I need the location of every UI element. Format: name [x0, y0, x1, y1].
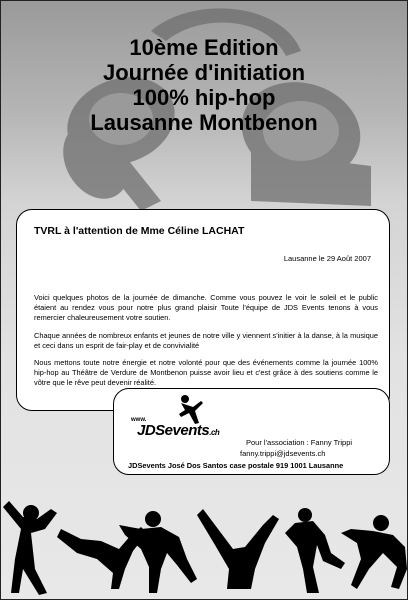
- logo-wordmark: [137, 422, 219, 439]
- title-line-edition: 10ème Edition: [129, 35, 279, 60]
- letter-date: Lausanne le 29 Août 2007: [283, 254, 371, 263]
- dancer-silhouette-1: [3, 501, 57, 595]
- dancer-silhouette-5: [285, 508, 345, 593]
- letter-recipient: TVRL à l'attention de Mme Céline LACHAT: [34, 225, 245, 237]
- title-line-initiation: Journée d'initiation: [102, 60, 306, 85]
- logo-name: JDSevents: [137, 422, 210, 439]
- logo-tld: .ch: [209, 428, 220, 437]
- association-contact: Pour l'association : Fanny Trippi: [246, 438, 353, 447]
- letter-paragraph: Nous mettons toute notre énergie et notre volonté pour que des événements comme la journée 100% hip-hop au Théâtre de Verdure de Montbenon puisse avoir lieu et c'est grâce à des soutiens comme le vôtre que le rêve peut devenir réalité.: [34, 358, 378, 388]
- letter-card: [16, 209, 390, 411]
- signature-card: [113, 388, 390, 475]
- event-title: [1, 35, 407, 135]
- jdsevents-logo: [131, 393, 221, 445]
- title-line-hiphop: 100% hip-hop: [132, 85, 276, 110]
- title-line-location: Lausanne Montbenon: [90, 110, 318, 135]
- dancer-silhouette-6: [341, 515, 407, 589]
- breakdancer-silhouettes: [1, 489, 407, 599]
- contact-email: fanny.trippi@jdsevents.ch: [240, 449, 326, 458]
- postal-address: JDSevents José Dos Santos case postale 919 1001 Lausanne: [128, 461, 344, 470]
- letter-paragraph: Voici quelques photos de la journée de dimanche. Comme vous pouvez le voir le soleil et le public étaient au rendez vous pour notre plus grand plaisir Toute l'équipe de JDS Events tenons à vous remercier chaleureusement votre soutien.: [34, 293, 378, 323]
- dancer-silhouette-4: [197, 509, 279, 589]
- letter-paragraph: Chaque années de nombreux enfants et jeunes de notre ville y viennent s'initier à la danse, à la musique et ceci dans un esprit de fair-play et de convivialité: [34, 330, 378, 350]
- letter-body: [34, 293, 378, 396]
- logo-www: www.: [131, 417, 147, 423]
